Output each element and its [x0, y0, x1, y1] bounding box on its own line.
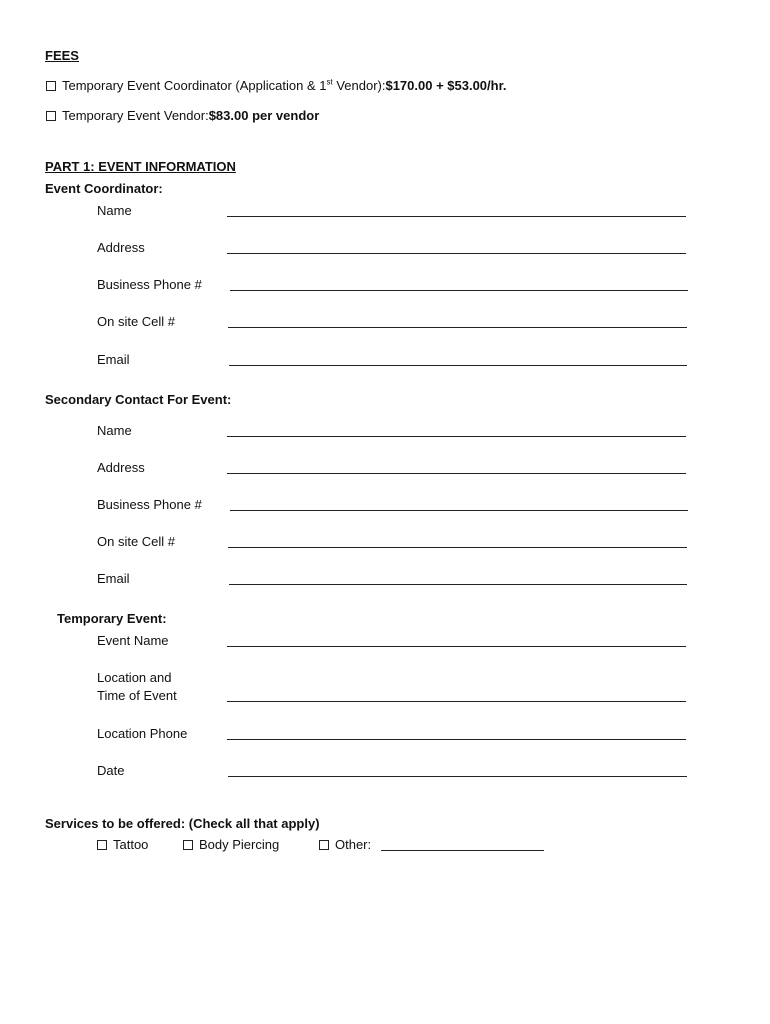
coordinator-fee-checkbox[interactable]: [46, 81, 56, 91]
location-phone-field[interactable]: [227, 739, 686, 740]
coordinator-fee-amount: $170.00 + $53.00/hr.: [385, 78, 507, 93]
tattoo-label: Tattoo: [113, 837, 149, 852]
date-field[interactable]: [228, 776, 687, 777]
secondary-cell-label: On site Cell #: [97, 534, 176, 549]
coordinator-business-phone-field[interactable]: [230, 290, 688, 291]
coordinator-cell-label: On site Cell #: [97, 314, 176, 329]
event-name-field[interactable]: [227, 646, 686, 647]
coordinator-name-label: Name: [97, 203, 132, 218]
date-label: Date: [97, 763, 125, 778]
part1-heading: PART 1: EVENT INFORMATION: [45, 159, 236, 174]
other-service-field[interactable]: [381, 850, 544, 851]
service-other-option[interactable]: [319, 837, 371, 852]
event-coordinator-title: Event Coordinator:: [45, 181, 163, 196]
vendor-fee-checkbox[interactable]: [46, 111, 56, 121]
location-time-label-line1: Location and: [97, 670, 172, 685]
temporary-event-title: Temporary Event:: [57, 611, 167, 626]
secondary-address-field[interactable]: [227, 473, 686, 474]
services-title: Services to be offered: (Check all that apply): [45, 816, 320, 831]
location-time-label-line2: Time of Event: [97, 688, 177, 703]
secondary-name-label: Name: [97, 423, 132, 438]
service-body-piercing-option[interactable]: [183, 837, 279, 852]
event-name-label: Event Name: [97, 633, 169, 648]
service-tattoo-option[interactable]: [97, 837, 148, 852]
coordinator-address-field[interactable]: [227, 253, 686, 254]
body-piercing-label: Body Piercing: [199, 837, 280, 852]
secondary-email-label: Email: [97, 571, 130, 586]
other-label: Other:: [335, 837, 372, 852]
coordinator-name-field[interactable]: [227, 216, 686, 217]
fee-option-vendor[interactable]: [46, 108, 319, 123]
coordinator-email-label: Email: [97, 352, 130, 367]
fees-heading: FEES: [45, 48, 79, 63]
secondary-address-label: Address: [97, 460, 145, 475]
vendor-fee-label: Temporary Event Vendor:: [62, 108, 209, 123]
secondary-cell-field[interactable]: [228, 547, 687, 548]
tattoo-checkbox[interactable]: [97, 840, 107, 850]
location-time-field[interactable]: [227, 701, 686, 702]
coordinator-business-phone-label: Business Phone #: [97, 277, 202, 292]
coordinator-address-label: Address: [97, 240, 145, 255]
fee-option-coordinator[interactable]: [46, 78, 507, 93]
vendor-fee-amount: $83.00 per vendor: [208, 108, 320, 123]
coordinator-email-field[interactable]: [229, 365, 687, 366]
body-piercing-checkbox[interactable]: [183, 840, 193, 850]
secondary-business-phone-field[interactable]: [230, 510, 688, 511]
secondary-name-field[interactable]: [227, 436, 686, 437]
secondary-contact-title: Secondary Contact For Event:: [45, 392, 232, 407]
secondary-business-phone-label: Business Phone #: [97, 497, 202, 512]
coordinator-cell-field[interactable]: [228, 327, 687, 328]
location-phone-label: Location Phone: [97, 726, 188, 741]
coordinator-fee-label: Temporary Event Coordinator (Application & 1st Vendor):: [62, 77, 386, 93]
other-checkbox[interactable]: [319, 840, 329, 850]
secondary-email-field[interactable]: [229, 584, 687, 585]
